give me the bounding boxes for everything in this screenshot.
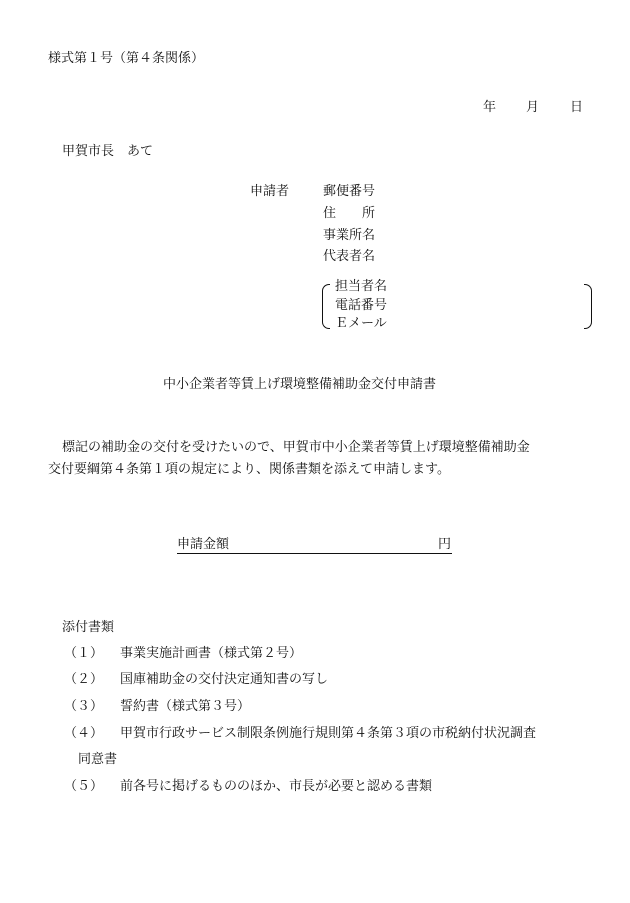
business-name-label: 事業所名 [323,228,376,243]
phone-label: 電話番号 [335,298,388,313]
attachment-number: （４） [64,726,104,741]
contact-bracket-right [584,284,592,329]
form-number: 様式第１号（第４条関係） [48,51,205,66]
amount-unit: 円 [438,537,452,552]
address-label: 住 所 [323,206,376,221]
amount-underline [177,553,452,554]
body-line-1: 標記の補助金の交付を受けたいので、甲賀市中小企業者等賃上げ環境整備補助金 [62,440,530,455]
date-day: 日 [570,100,584,115]
attachment-text: 事業実施計画書（様式第２号） [120,646,303,661]
applicant-heading: 申請者 [250,184,290,199]
attachment-text-continued: 同意書 [78,752,118,767]
date-month: 月 [526,100,540,115]
amount-label: 申請金額 [177,537,230,552]
attachments-heading: 添付書類 [62,620,115,635]
contact-bracket-left [322,284,330,329]
attachment-number: （５） [64,779,104,794]
addressee: 甲賀市長 あて [62,144,154,159]
body-line-2: 交付要綱第４条第１項の規定により、関係書類を添えて申請します。 [48,462,450,477]
date-year: 年 [483,100,497,115]
contact-person-label: 担当者名 [335,279,388,294]
attachment-text: 誓約書（様式第３号） [120,699,251,714]
email-label: Ｅメール [335,316,387,331]
attachment-text: 前各号に掲げるもののほか、市長が必要と認める書類 [120,779,433,794]
attachment-number: （２） [64,672,104,687]
representative-label: 代表者名 [323,249,376,264]
document-title: 中小企業者等賃上げ環境整備補助金交付申請書 [163,377,437,392]
attachment-number: （３） [64,699,104,714]
postal-code-label: 郵便番号 [323,184,376,199]
attachment-text: 甲賀市行政サービス制限条例施行規則第４条第３項の市税納付状況調査 [120,726,537,741]
attachment-number: （１） [64,646,104,661]
attachment-text: 国庫補助金の交付決定通知書の写し [120,672,329,687]
